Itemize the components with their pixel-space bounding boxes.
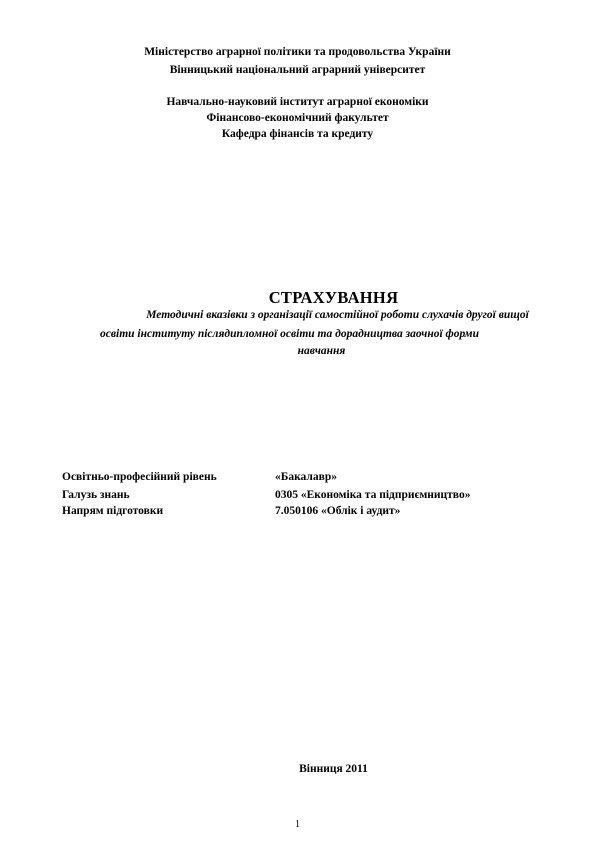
faculty-name: Фінансово-економічний факультет (206, 112, 389, 124)
city-year: Вінниця 2011 (299, 763, 368, 775)
page-number: 1 (295, 819, 300, 830)
field-of-knowledge-label: Галузь знань (62, 489, 130, 501)
subtitle-line-1: Методичні вказівки з організації самостійної роботи слухачів другої вищої (146, 309, 529, 321)
ministry-name: Міністерство аграрної політики та продовольства України (144, 46, 451, 58)
university-name: Вінницький національний аграрний університет (169, 64, 426, 76)
training-direction-value: 7.050106 «Облік і аудит» (275, 505, 401, 517)
field-of-knowledge-value: 0305 «Економіка та підприємництво» (275, 489, 471, 501)
institute-name: Навчально-науковий інститут аграрної економіки (166, 96, 429, 108)
training-direction-label: Напрям підготовки (62, 505, 164, 517)
department-name: Кафедра фінансів та кредиту (221, 128, 374, 140)
education-level-label: Освітньо-професійний рівень (62, 471, 217, 483)
education-level-value: «Бакалавр» (275, 471, 337, 483)
document-title: СТРАХУВАННЯ (268, 288, 399, 307)
subtitle-line-3: навчання (297, 345, 346, 357)
subtitle-line-2: освіти інституту післядипломної освіти та дорадництва заочної форми (100, 328, 479, 340)
